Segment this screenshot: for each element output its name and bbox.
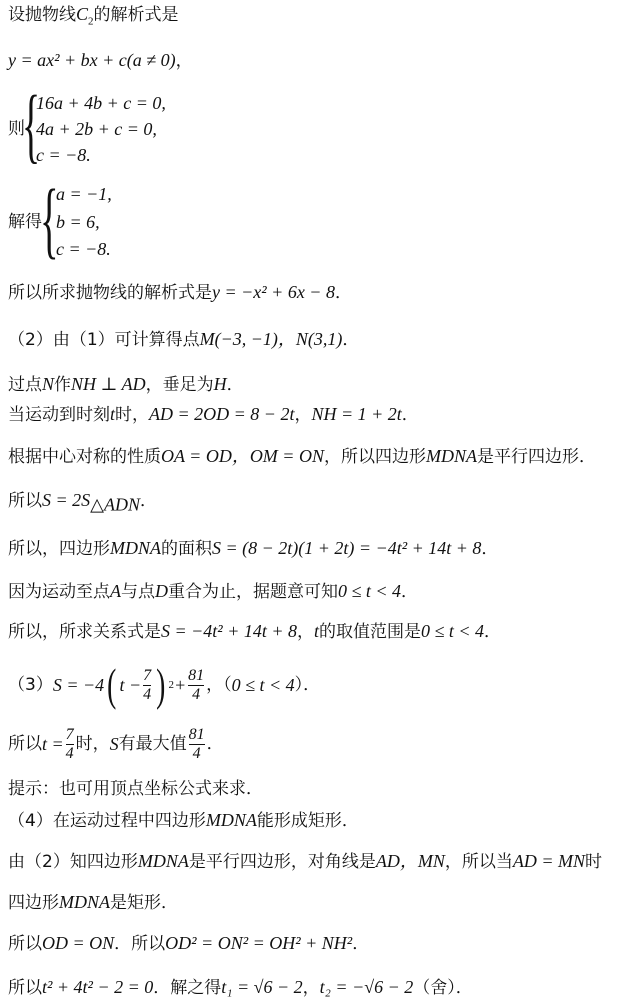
- text: ，: [175, 51, 193, 71]
- text-line-6: [8, 282, 352, 303]
- text: 因为运动至点: [8, 582, 110, 602]
- text: 设抛物线: [8, 5, 76, 25]
- text: （4）在运动过程中四边形: [8, 811, 206, 831]
- math-expr: y = −x² + 6x − 8: [212, 282, 335, 302]
- math-expr: t −: [119, 675, 142, 695]
- text: （3）: [8, 675, 53, 695]
- math-expr: M(−3, −1)，N(3,1): [199, 329, 343, 349]
- text: 由（2）知四边形: [8, 852, 138, 872]
- text-line-22: [8, 977, 473, 998]
- text: 是平行四边形，对角线是: [188, 852, 376, 872]
- math-var: t: [313, 621, 319, 641]
- math-var: H: [213, 374, 227, 394]
- numerator: 7: [65, 725, 74, 743]
- text-line-19: [8, 851, 602, 872]
- text: ．: [484, 622, 502, 642]
- math-var: MDNA: [425, 446, 477, 466]
- text-line-14: [8, 621, 501, 642]
- text: 根据中心对称的性质: [8, 447, 161, 467]
- left-paren: (: [107, 659, 117, 710]
- math-expr: OD = ON: [42, 933, 115, 953]
- text: 所以: [8, 978, 42, 998]
- text-line-10: [8, 446, 596, 467]
- square-exponent: 2: [168, 679, 174, 691]
- system-prefix: 解得: [8, 212, 42, 232]
- math-var: D: [155, 581, 168, 601]
- left-brace: {: [40, 171, 59, 267]
- text: （舍）．: [413, 978, 473, 998]
- text: ，（: [206, 675, 232, 695]
- text-line-16: [8, 722, 224, 766]
- system-row: 16a + 4b + c = 0,: [36, 93, 166, 113]
- text: ．解之得: [153, 978, 222, 998]
- math-expr: 0 ≤ t < 4: [231, 675, 295, 695]
- text: 提示：也可用顶点坐标公式来求．: [8, 779, 263, 799]
- text-line-12: [8, 538, 498, 559]
- math-var: t: [110, 404, 116, 424]
- text: 的面积: [161, 539, 212, 559]
- text: 重合为止，据题意可知: [168, 582, 338, 602]
- text: 当运动到时刻: [8, 405, 110, 425]
- math-op: +: [173, 675, 187, 695]
- math-expr: S = 2S: [42, 490, 91, 510]
- text: ）．: [294, 675, 321, 695]
- math-sub: △ADN: [90, 494, 140, 515]
- text: 是平行四边形．: [476, 447, 596, 467]
- text-line-1: [8, 4, 179, 31]
- text-line-13: [8, 581, 418, 602]
- text: 时，: [115, 405, 150, 425]
- text-line-9: [8, 404, 419, 425]
- math-expr: S = −4t² + 14t + 8: [161, 621, 297, 641]
- text: 时: [584, 852, 602, 872]
- system-row: 4a + 2b + c = 0,: [36, 119, 157, 139]
- math-expr: AD = MN: [512, 851, 585, 871]
- system-row: b = 6,: [56, 212, 100, 232]
- math-expr: y = ax² + bx + c(a ≠ 0): [8, 50, 176, 70]
- text: 作: [54, 375, 72, 395]
- math-expr: 0 ≤ t < 4: [338, 581, 402, 601]
- fraction-81-4: [188, 667, 204, 704]
- math-expr: OA = OD，OM = ON: [161, 446, 324, 466]
- text-line-11: [8, 490, 157, 514]
- text: ，: [302, 978, 320, 998]
- math-expr: t₂ = −√6 − 2: [319, 977, 414, 997]
- text: 过点: [8, 375, 42, 395]
- math-expr: t² + 4t² − 2 = 0: [42, 977, 154, 997]
- right-paren: ): [156, 659, 166, 710]
- text: 与点: [121, 582, 155, 602]
- text: 所以，四边形: [8, 539, 110, 559]
- math-expr: AD，MN: [375, 851, 445, 871]
- text: ．: [334, 283, 352, 303]
- fraction-7-4: [66, 726, 74, 763]
- text: 是矩形．: [110, 893, 178, 913]
- text: 所以: [8, 734, 42, 754]
- text: 四边形: [8, 893, 59, 913]
- denominator: 4: [188, 685, 204, 704]
- text: ．: [481, 539, 499, 559]
- math-expr: t₁ = √6 − 2: [221, 977, 303, 997]
- text: ，: [296, 622, 314, 642]
- text: ．: [352, 934, 370, 954]
- math-expr: 0 ≤ t < 4: [421, 621, 485, 641]
- text-line-21: [8, 933, 369, 954]
- text-line-18: [8, 810, 359, 831]
- denominator: 4: [65, 744, 74, 762]
- fraction-81-4: [189, 726, 205, 763]
- fraction-7-4: [143, 667, 151, 704]
- text: 时，: [75, 734, 110, 754]
- denominator: 4: [143, 685, 152, 703]
- text: 所以，所求关系式是: [8, 622, 161, 642]
- text: ，所以四边形: [323, 447, 426, 467]
- numerator: 81: [188, 666, 205, 684]
- math-expr: NH = 1 + 2t: [311, 404, 402, 424]
- text: ．: [140, 491, 157, 511]
- denominator: 4: [189, 744, 205, 763]
- text: ．: [401, 582, 419, 602]
- math-expr: t =: [42, 734, 64, 754]
- text-line-2: [8, 50, 193, 71]
- text: 有最大值: [118, 734, 187, 754]
- text: ，垂足为: [145, 375, 214, 395]
- system-row: a = −1,: [56, 184, 112, 204]
- math-sub: 2: [88, 15, 94, 28]
- text-line-20: [8, 892, 178, 913]
- math-var: MDNA: [205, 810, 257, 830]
- math-var: A: [110, 581, 121, 601]
- math-var: MDNA: [59, 892, 110, 912]
- math-var: C: [76, 4, 89, 24]
- text: ．所以: [114, 934, 166, 954]
- numerator: 7: [143, 666, 152, 684]
- math-expr: AD = 2OD = 8 − 2t: [149, 404, 295, 424]
- text-line-7: [8, 329, 359, 350]
- text: （2）由（1）可计算得点: [8, 330, 200, 350]
- text-line-15: [8, 659, 321, 710]
- text: ，所以当: [444, 852, 513, 872]
- numerator: 81: [188, 725, 205, 743]
- math-expr: S = −4: [52, 675, 105, 695]
- text: 的解析式是: [93, 5, 179, 25]
- text-line-8: [8, 374, 244, 395]
- text: 所以: [8, 934, 42, 954]
- text: 能形成矩形．: [256, 811, 359, 831]
- system-row: c = −8.: [36, 145, 91, 165]
- text: ．: [206, 734, 224, 754]
- system-row: c = −8.: [56, 239, 111, 259]
- text: 的取值范围是: [319, 622, 421, 642]
- system-prefix: 则: [8, 119, 25, 139]
- math-expr: OD² = ON² = OH² + NH²: [165, 933, 353, 953]
- text: ，: [294, 405, 312, 425]
- math-var: MDNA: [110, 538, 161, 558]
- text: ．: [342, 330, 360, 350]
- text: 所以: [8, 491, 42, 511]
- text: 所以所求抛物线的解析式是: [8, 283, 212, 303]
- math-var: MDNA: [137, 851, 189, 871]
- text-line-17: [8, 779, 263, 799]
- left-brace: {: [22, 79, 41, 172]
- text: ．: [226, 375, 244, 395]
- text: ．: [401, 405, 419, 425]
- math-expr: NH ⊥ AD: [71, 374, 146, 394]
- math-var: N: [42, 374, 55, 394]
- math-var: S: [109, 734, 119, 754]
- math-expr: S = (8 − 2t)(1 + 2t) = −4t² + 14t + 8: [212, 538, 482, 558]
